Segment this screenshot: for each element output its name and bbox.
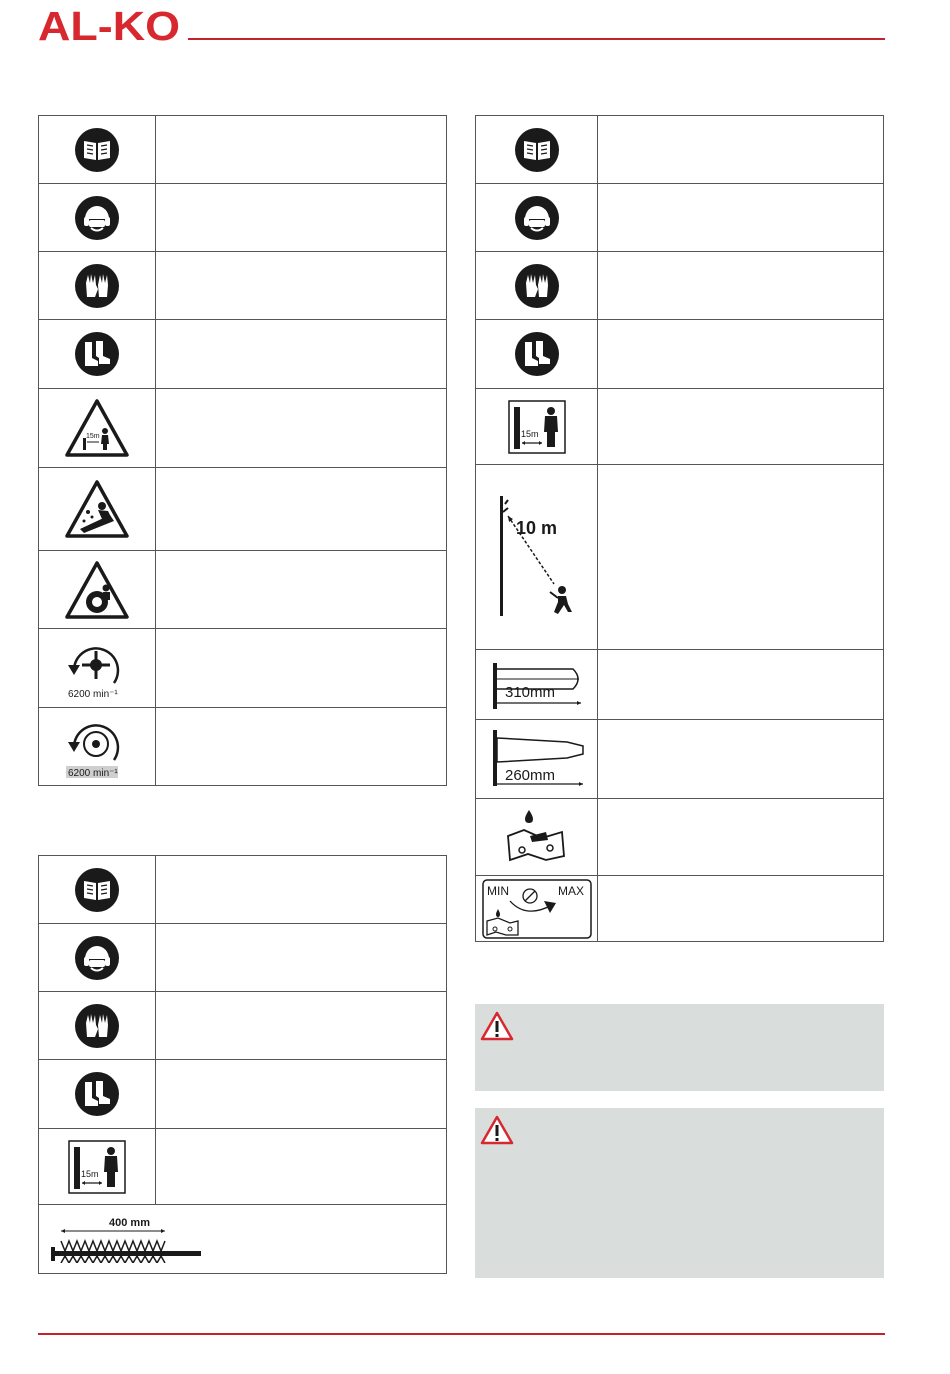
row-description	[156, 629, 447, 708]
row-description	[598, 876, 884, 942]
gloves-icon	[74, 1003, 120, 1049]
footer-rule	[38, 1333, 885, 1335]
min-label: MIN	[486, 883, 509, 898]
row-description	[156, 1129, 447, 1205]
row-description	[156, 1060, 447, 1129]
distance-warning-icon	[64, 398, 130, 458]
table-row	[39, 1205, 447, 1274]
head-protection-icon	[74, 935, 120, 981]
table-row	[39, 184, 447, 252]
row-description	[598, 799, 884, 876]
bar-length-icon	[487, 726, 587, 792]
distance-label: 10 m	[515, 518, 557, 538]
table-row	[476, 876, 884, 942]
bar-length-label: 260mm	[504, 767, 555, 784]
row-description	[156, 468, 447, 551]
falling-branch-distance-icon	[492, 492, 582, 622]
row-description	[156, 320, 447, 389]
row-description	[156, 708, 447, 786]
symbol-table-right	[475, 115, 884, 942]
chain-oil-icon	[502, 806, 572, 868]
read-manual-icon	[514, 127, 560, 173]
max-label: MAX	[557, 883, 584, 898]
head-protection-icon	[514, 195, 560, 241]
oil-flow-adjust-icon	[482, 879, 592, 939]
row-description	[598, 116, 884, 184]
row-description	[156, 924, 447, 992]
distance-label: 15m	[520, 428, 539, 439]
row-description	[598, 320, 884, 389]
warning-triangle-icon	[479, 1114, 515, 1146]
al-ko-logo	[38, 5, 180, 45]
table-row	[39, 389, 447, 468]
row-description	[156, 116, 447, 184]
table-row	[39, 708, 447, 786]
table-row	[476, 389, 884, 465]
thrown-objects-warning-icon	[64, 479, 130, 539]
table-row	[39, 629, 447, 708]
boots-icon	[74, 331, 120, 377]
gloves-icon	[514, 263, 560, 309]
warning-triangle-icon	[479, 1010, 515, 1042]
gloves-icon	[74, 263, 120, 309]
table-row	[476, 320, 884, 389]
speed-label: 6200 min⁻¹	[68, 689, 118, 700]
table-row	[39, 1129, 447, 1205]
row-description	[156, 184, 447, 252]
table-row	[39, 924, 447, 992]
head-protection-icon	[74, 195, 120, 241]
blade-hazard-warning-icon	[64, 560, 130, 620]
row-description	[598, 465, 884, 650]
hedge-blade-length-icon	[47, 1215, 207, 1263]
speed-label: 6200 min⁻¹	[68, 767, 118, 779]
row-description	[156, 551, 447, 629]
read-manual-icon	[74, 867, 120, 913]
distance-label: 15m	[81, 1168, 99, 1179]
table-row	[476, 252, 884, 320]
table-row	[476, 799, 884, 876]
table-row	[476, 720, 884, 799]
table-row	[39, 116, 447, 184]
table-row	[39, 992, 447, 1060]
table-row	[39, 551, 447, 629]
row-description	[156, 992, 447, 1060]
warning-box	[475, 1004, 884, 1091]
warning-box	[475, 1108, 884, 1278]
table-row	[476, 116, 884, 184]
blade-length-label: 400 mm	[109, 1217, 150, 1229]
row-description	[156, 389, 447, 468]
header-rule	[188, 38, 885, 40]
boots-icon	[74, 1071, 120, 1117]
bar-length-label: 310mm	[504, 683, 555, 701]
table-row	[39, 468, 447, 551]
boots-icon	[514, 331, 560, 377]
table-row	[39, 252, 447, 320]
symbol-table-left-top	[38, 115, 447, 786]
distance-label: 15m	[86, 433, 100, 440]
symbol-table-left-bottom	[38, 855, 447, 1274]
read-manual-icon	[74, 127, 120, 173]
rotation-blade-icon	[62, 714, 132, 780]
svg-text:AL-KO: AL-KO	[38, 5, 180, 45]
safety-distance-icon	[67, 1139, 127, 1195]
table-row	[39, 1060, 447, 1129]
row-description	[598, 389, 884, 465]
row-description	[156, 856, 447, 924]
safety-distance-icon	[507, 399, 567, 455]
table-row	[39, 320, 447, 389]
bar-length-icon	[487, 657, 587, 713]
table-row	[476, 650, 884, 720]
row-description	[598, 720, 884, 799]
table-row	[39, 856, 447, 924]
row-description	[598, 252, 884, 320]
row-description	[598, 650, 884, 720]
table-row	[476, 184, 884, 252]
row-description	[156, 252, 447, 320]
row-description	[598, 184, 884, 252]
rotation-trimmer-icon	[62, 635, 132, 701]
table-row	[476, 465, 884, 650]
